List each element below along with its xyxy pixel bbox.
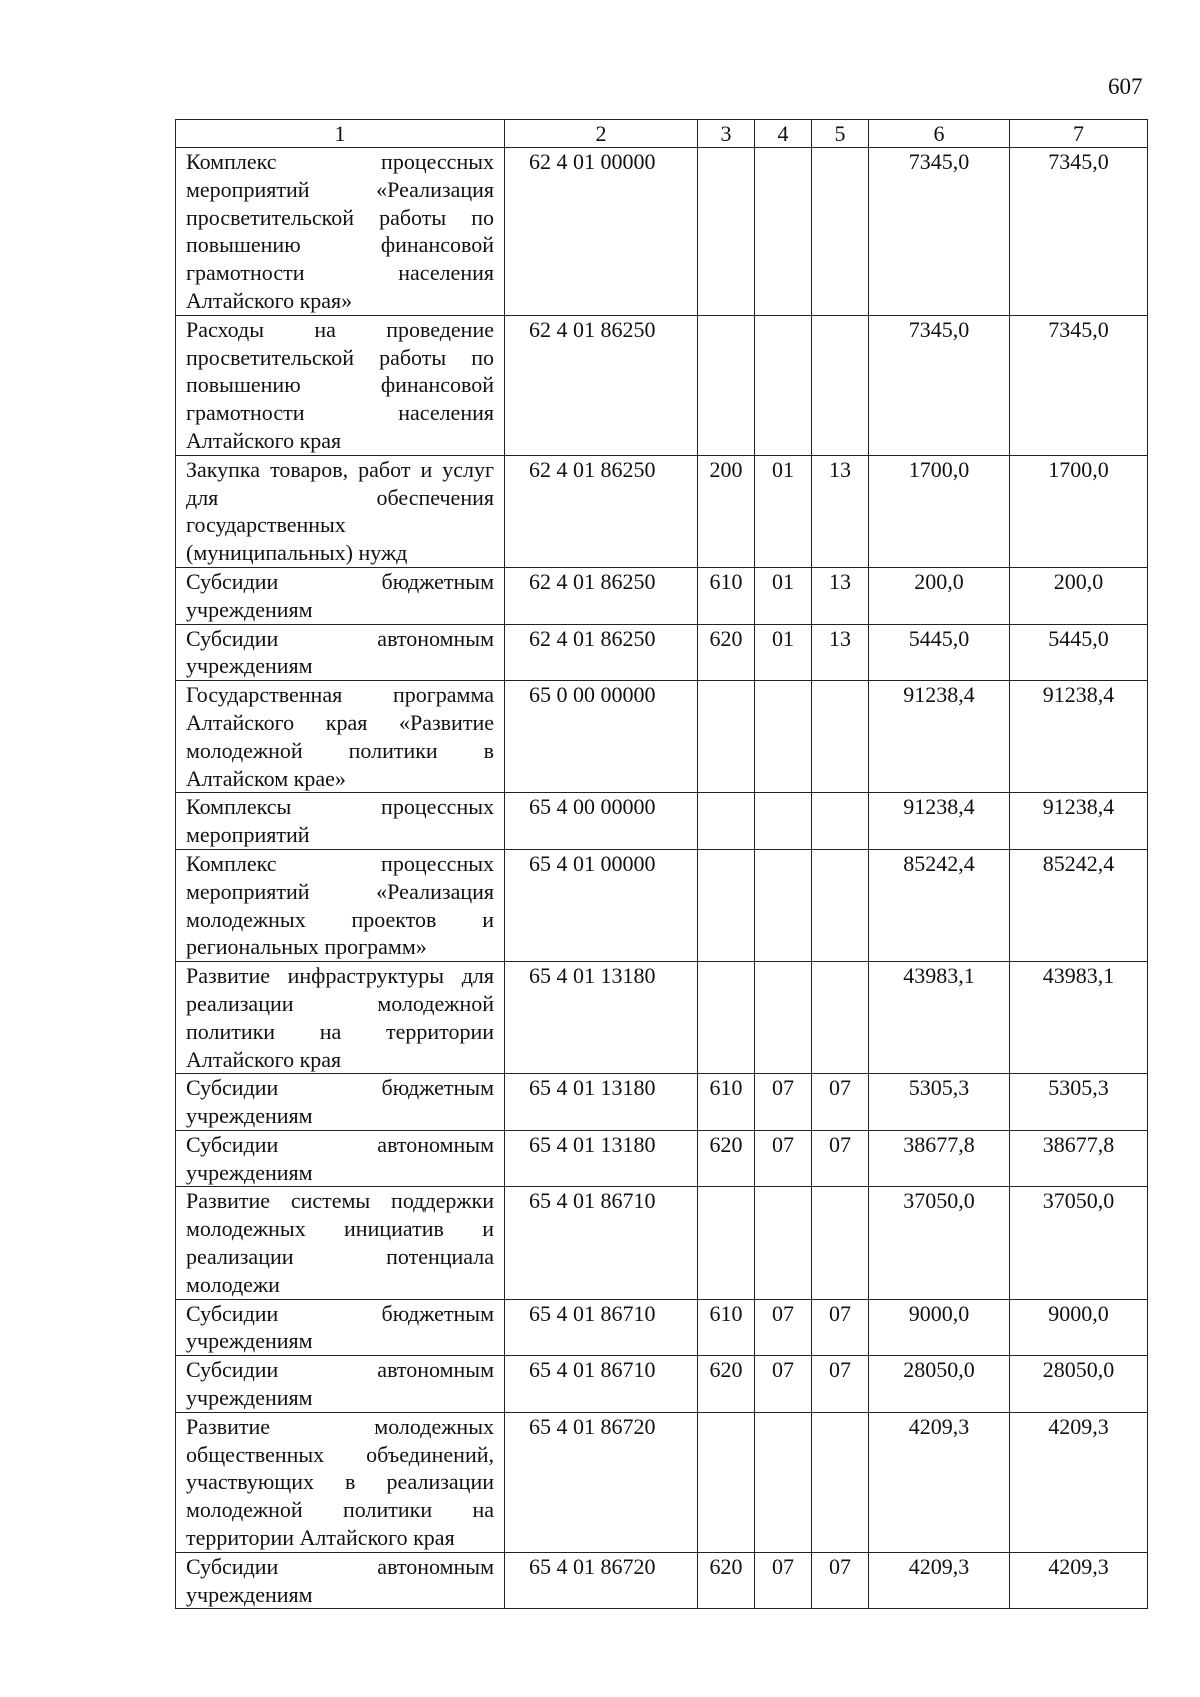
table-row xyxy=(176,567,1148,624)
row-name: Комплекс процессных мероприятий «Реализация просветительской работы по повышению финансовой грамотности населения Алтайского края» xyxy=(176,148,505,316)
row-amount-col6: 1700,0 xyxy=(869,455,1010,567)
row-name: Субсидии бюджетным учреждениям xyxy=(176,1074,505,1131)
row-name: Субсидии бюджетным учреждениям xyxy=(176,567,505,624)
row-target-code: 65 4 01 86710 xyxy=(505,1187,698,1299)
row-target-code: 65 4 01 13180 xyxy=(505,1130,698,1187)
row-expense-type: 620 xyxy=(698,624,755,681)
row-section: 07 xyxy=(755,1130,812,1187)
row-target-code: 65 4 00 00000 xyxy=(505,793,698,850)
row-expense-type xyxy=(698,793,755,850)
row-subsection: 13 xyxy=(812,455,869,567)
column-header-3: 3 xyxy=(698,120,755,148)
table-row xyxy=(176,1299,1148,1356)
row-expense-type: 610 xyxy=(698,1074,755,1131)
row-subsection xyxy=(812,962,869,1074)
row-amount-col6: 4209,3 xyxy=(869,1552,1010,1609)
row-target-code: 65 4 01 13180 xyxy=(505,962,698,1074)
row-target-code: 65 4 01 86720 xyxy=(505,1552,698,1609)
row-amount-col7: 37050,0 xyxy=(1010,1187,1148,1299)
row-target-code: 65 4 01 00000 xyxy=(505,849,698,961)
row-amount-col7: 91238,4 xyxy=(1010,681,1148,793)
row-target-code: 65 4 01 86720 xyxy=(505,1412,698,1552)
row-subsection: 07 xyxy=(812,1130,869,1187)
table-row xyxy=(176,793,1148,850)
table-row xyxy=(176,962,1148,1074)
column-header-6: 6 xyxy=(869,120,1010,148)
row-subsection xyxy=(812,681,869,793)
row-amount-col7: 85242,4 xyxy=(1010,849,1148,961)
row-expense-type: 610 xyxy=(698,1299,755,1356)
budget-table xyxy=(175,119,1148,1609)
row-subsection: 07 xyxy=(812,1552,869,1609)
table-row xyxy=(176,624,1148,681)
row-amount-col6: 43983,1 xyxy=(869,962,1010,1074)
row-section xyxy=(755,849,812,961)
row-section xyxy=(755,681,812,793)
table-row xyxy=(176,455,1148,567)
table-row xyxy=(176,1074,1148,1131)
row-subsection: 07 xyxy=(812,1299,869,1356)
table-row xyxy=(176,681,1148,793)
row-name: Субсидии автономным учреждениям xyxy=(176,1130,505,1187)
row-section: 01 xyxy=(755,567,812,624)
row-amount-col6: 28050,0 xyxy=(869,1356,1010,1413)
row-amount-col6: 200,0 xyxy=(869,567,1010,624)
row-amount-col6: 38677,8 xyxy=(869,1130,1010,1187)
row-amount-col7: 200,0 xyxy=(1010,567,1148,624)
row-target-code: 62 4 01 86250 xyxy=(505,624,698,681)
table-row xyxy=(176,315,1148,455)
row-amount-col7: 38677,8 xyxy=(1010,1130,1148,1187)
row-expense-type xyxy=(698,1187,755,1299)
row-name: Комплексы процессных мероприятий xyxy=(176,793,505,850)
row-amount-col6: 7345,0 xyxy=(869,148,1010,316)
row-amount-col6: 9000,0 xyxy=(869,1299,1010,1356)
row-target-code: 62 4 01 00000 xyxy=(505,148,698,316)
row-section xyxy=(755,1187,812,1299)
row-name: Расходы на проведение просветительской работы по повышению финансовой грамотности населения Алтайского края xyxy=(176,315,505,455)
row-name: Субсидии автономным учреждениям xyxy=(176,624,505,681)
row-subsection xyxy=(812,849,869,961)
row-name: Комплекс процессных мероприятий «Реализация молодежных проектов и региональных программ» xyxy=(176,849,505,961)
row-name: Развитие инфраструктуры для реализации молодежной политики на территории Алтайского края xyxy=(176,962,505,1074)
row-expense-type xyxy=(698,681,755,793)
row-target-code: 62 4 01 86250 xyxy=(505,455,698,567)
row-amount-col6: 37050,0 xyxy=(869,1187,1010,1299)
row-expense-type xyxy=(698,849,755,961)
row-section xyxy=(755,148,812,316)
row-expense-type: 620 xyxy=(698,1356,755,1413)
column-header-4: 4 xyxy=(755,120,812,148)
row-amount-col7: 7345,0 xyxy=(1010,148,1148,316)
row-name: Субсидии бюджетным учреждениям xyxy=(176,1299,505,1356)
row-expense-type: 610 xyxy=(698,567,755,624)
row-section: 01 xyxy=(755,624,812,681)
row-name: Развитие молодежных общественных объединений, участвующих в реализации молодежной политики на территории Алтайского края xyxy=(176,1412,505,1552)
row-expense-type: 620 xyxy=(698,1552,755,1609)
row-section xyxy=(755,793,812,850)
row-amount-col6: 5305,3 xyxy=(869,1074,1010,1131)
row-amount-col6: 5445,0 xyxy=(869,624,1010,681)
row-target-code: 62 4 01 86250 xyxy=(505,315,698,455)
row-amount-col7: 7345,0 xyxy=(1010,315,1148,455)
row-section: 07 xyxy=(755,1074,812,1131)
row-subsection: 13 xyxy=(812,624,869,681)
row-amount-col6: 4209,3 xyxy=(869,1412,1010,1552)
row-subsection xyxy=(812,148,869,316)
row-expense-type xyxy=(698,1412,755,1552)
row-subsection xyxy=(812,793,869,850)
row-amount-col6: 91238,4 xyxy=(869,681,1010,793)
table-row xyxy=(176,849,1148,961)
row-subsection: 07 xyxy=(812,1356,869,1413)
row-section: 07 xyxy=(755,1299,812,1356)
row-section: 01 xyxy=(755,455,812,567)
table-row xyxy=(176,148,1148,316)
row-name: Субсидии автономным учреждениям xyxy=(176,1356,505,1413)
row-section xyxy=(755,315,812,455)
row-expense-type xyxy=(698,148,755,316)
row-amount-col7: 5305,3 xyxy=(1010,1074,1148,1131)
row-name: Закупка товаров, работ и услуг для обеспечения государственных (муниципальных) нужд xyxy=(176,455,505,567)
row-section xyxy=(755,962,812,1074)
row-expense-type xyxy=(698,962,755,1074)
row-section xyxy=(755,1412,812,1552)
page-number: 607 xyxy=(1108,74,1143,99)
row-name: Развитие системы поддержки молодежных инициатив и реализации потенциала молодежи xyxy=(176,1187,505,1299)
table-header-row xyxy=(176,120,1148,148)
row-section: 07 xyxy=(755,1356,812,1413)
row-target-code: 62 4 01 86250 xyxy=(505,567,698,624)
row-amount-col7: 1700,0 xyxy=(1010,455,1148,567)
row-subsection xyxy=(812,1187,869,1299)
row-target-code: 65 0 00 00000 xyxy=(505,681,698,793)
row-target-code: 65 4 01 86710 xyxy=(505,1299,698,1356)
row-amount-col7: 43983,1 xyxy=(1010,962,1148,1074)
row-subsection: 13 xyxy=(812,567,869,624)
table-row xyxy=(176,1130,1148,1187)
row-amount-col6: 91238,4 xyxy=(869,793,1010,850)
row-amount-col6: 85242,4 xyxy=(869,849,1010,961)
row-amount-col6: 7345,0 xyxy=(869,315,1010,455)
row-expense-type: 620 xyxy=(698,1130,755,1187)
row-name: Государственная программа Алтайского края «Развитие молодежной политики в Алтайском крае» xyxy=(176,681,505,793)
row-amount-col7: 4209,3 xyxy=(1010,1412,1148,1552)
table-row xyxy=(176,1356,1148,1413)
row-name: Субсидии автономным учреждениям xyxy=(176,1552,505,1609)
row-target-code: 65 4 01 86710 xyxy=(505,1356,698,1413)
table-row xyxy=(176,1412,1148,1552)
row-subsection: 07 xyxy=(812,1074,869,1131)
row-amount-col7: 4209,3 xyxy=(1010,1552,1148,1609)
column-header-7: 7 xyxy=(1010,120,1148,148)
table-row xyxy=(176,1552,1148,1609)
row-target-code: 65 4 01 13180 xyxy=(505,1074,698,1131)
row-amount-col7: 28050,0 xyxy=(1010,1356,1148,1413)
row-section: 07 xyxy=(755,1552,812,1609)
table-row xyxy=(176,1187,1148,1299)
row-amount-col7: 91238,4 xyxy=(1010,793,1148,850)
column-header-1: 1 xyxy=(176,120,505,148)
row-subsection xyxy=(812,1412,869,1552)
row-expense-type xyxy=(698,315,755,455)
column-header-2: 2 xyxy=(505,120,698,148)
column-header-5: 5 xyxy=(812,120,869,148)
row-expense-type: 200 xyxy=(698,455,755,567)
row-amount-col7: 5445,0 xyxy=(1010,624,1148,681)
row-subsection xyxy=(812,315,869,455)
row-amount-col7: 9000,0 xyxy=(1010,1299,1148,1356)
